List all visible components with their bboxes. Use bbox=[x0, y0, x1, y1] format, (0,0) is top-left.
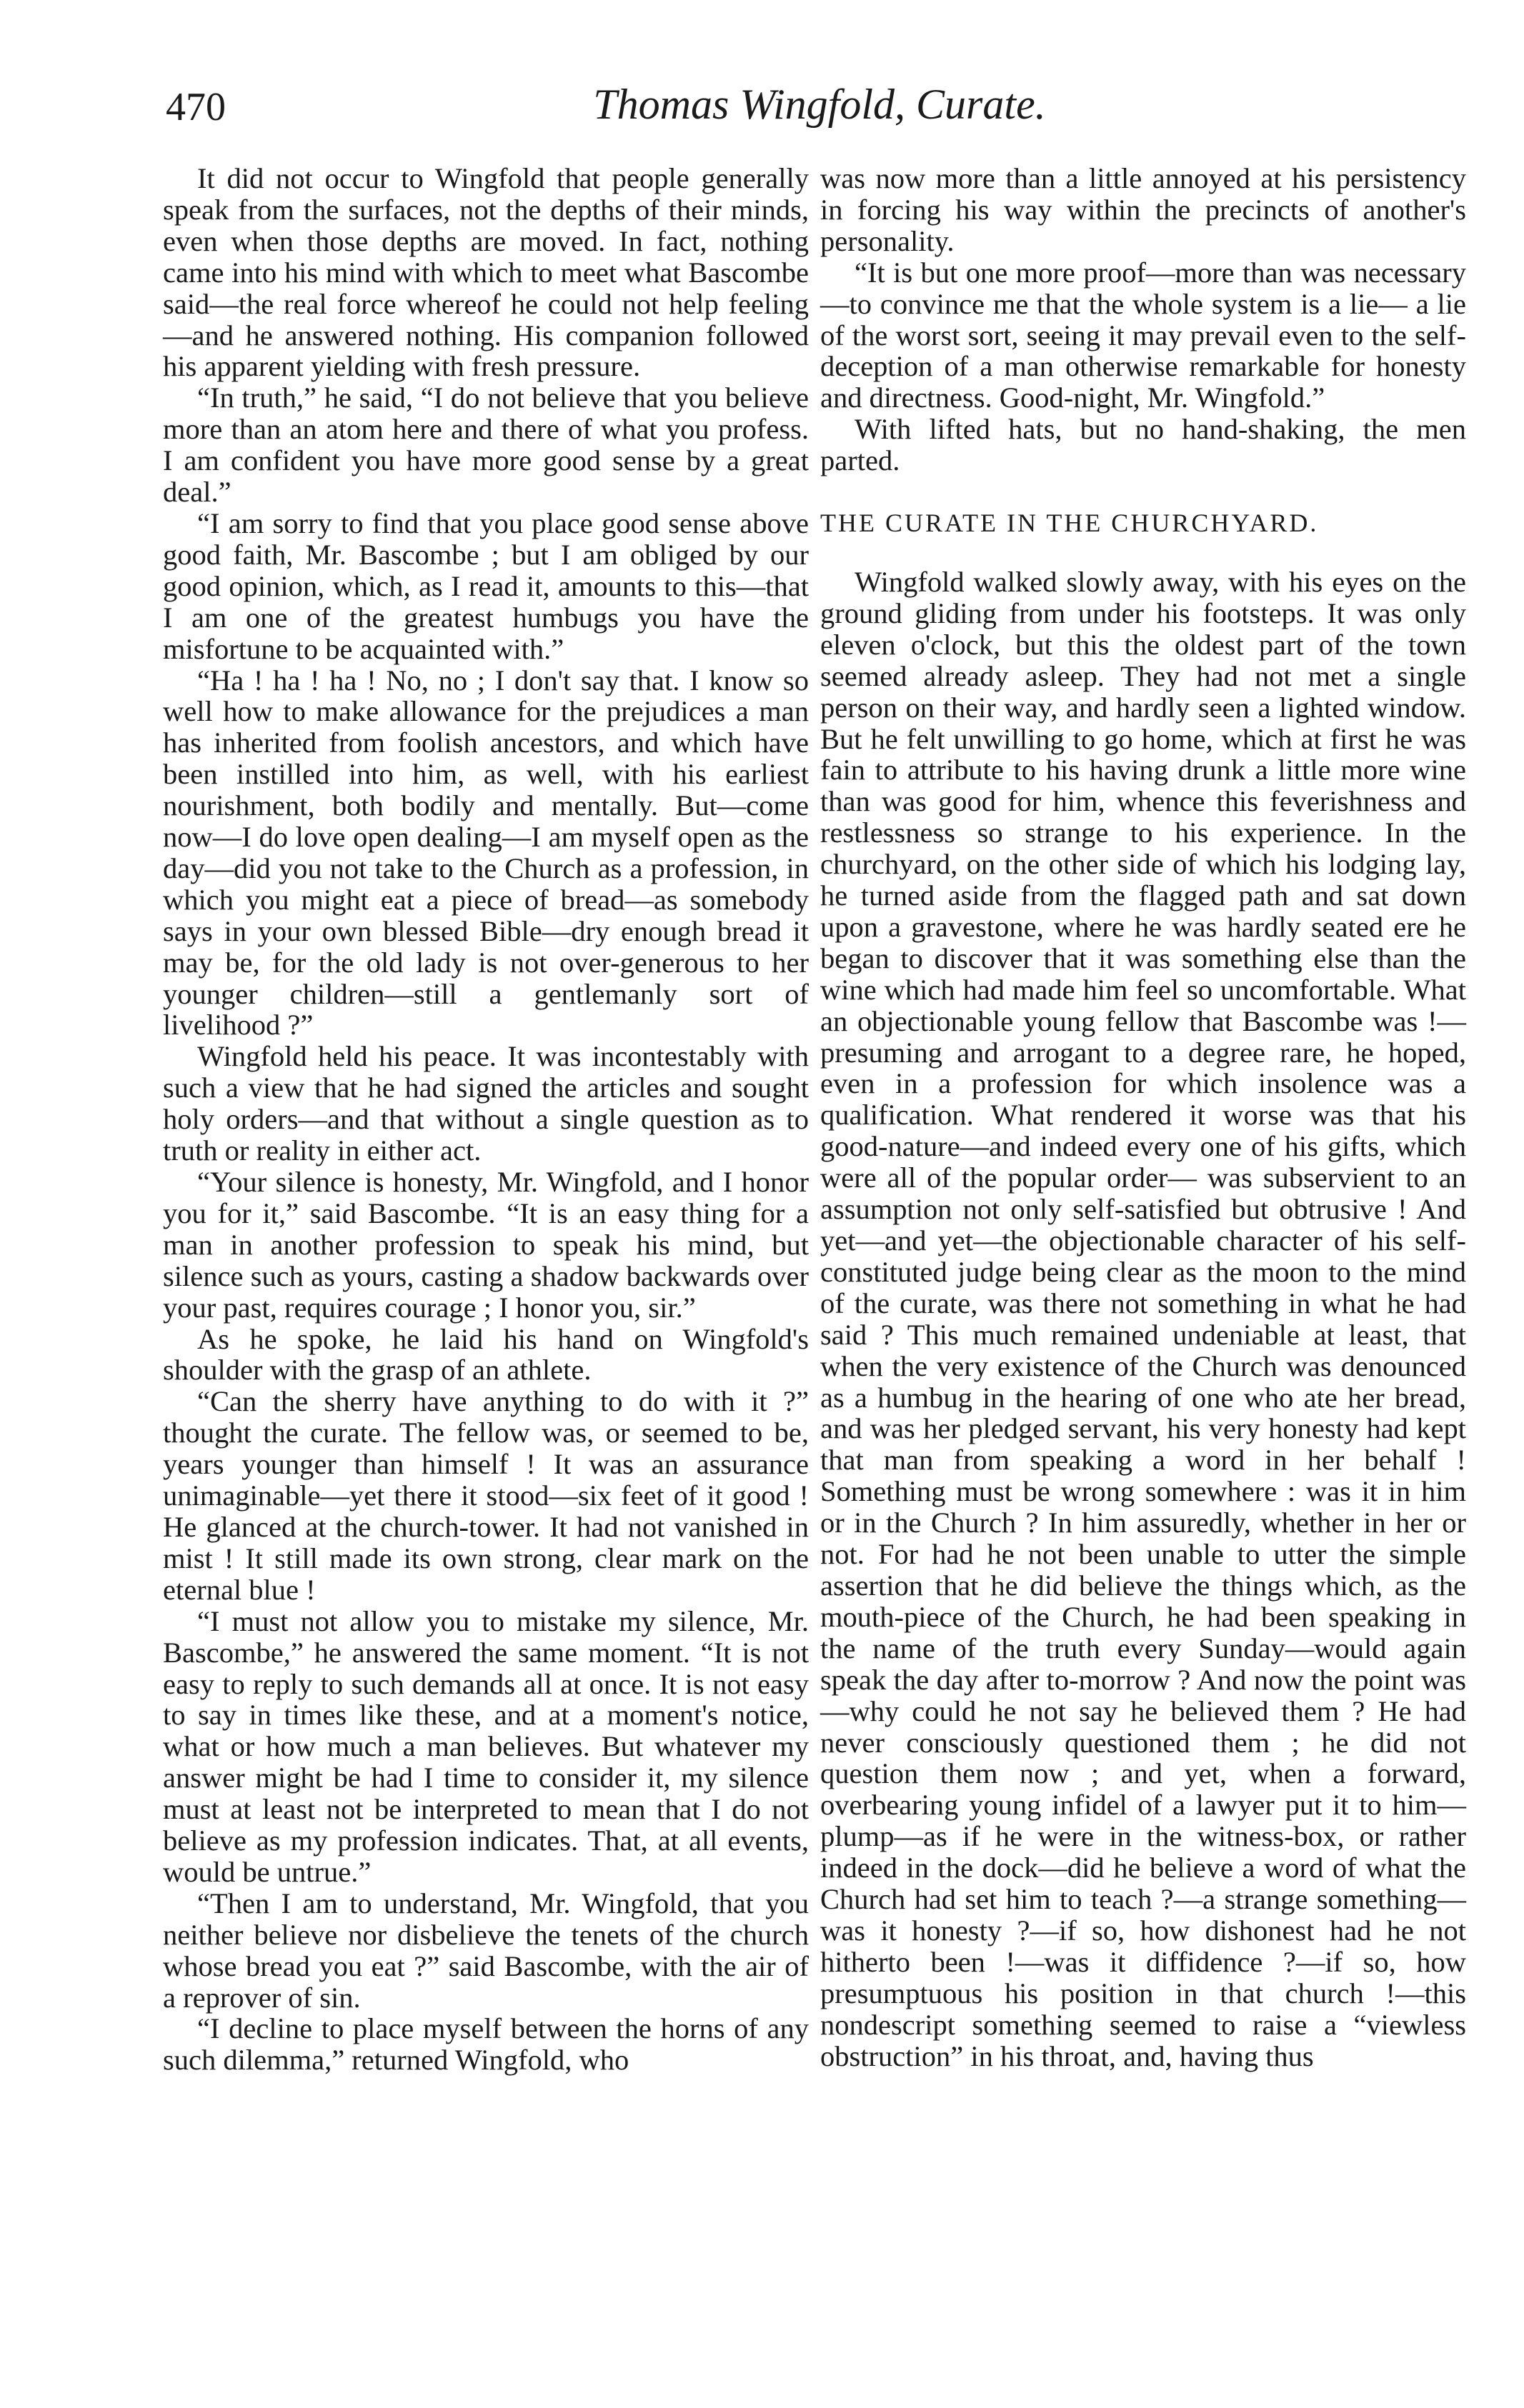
paragraph: It did not occur to Wingfold that people generally speak from the surfaces, not the depths of their minds, even when those depths are moved. In fact, nothing came into his mind with which to meet what Bascombe said—the real force whereof he could not help feeling—and he answered nothing. His companion followed his apparent yielding with fresh pressure. bbox=[163, 162, 809, 383]
paragraph: “In truth,” he said, “I do not believe that you believe more than an atom here and there of what you profess. I am confident you have more good sense by a great deal.” bbox=[163, 381, 809, 509]
paragraph: As he spoke, he laid his hand on Wingfold's shoulder with the grasp of an athlete. bbox=[163, 1322, 809, 1387]
paragraph: Wingfold walked slowly away, with his eyes on the ground gliding from under his footsteps. It was only eleven o'clock, but this the oldest part of the town seemed already asleep. They had not met a single person on their way, and hardly seen a lighted window. But he felt unwilling to go home, which at first he was fain to attribute to his having drunk a little more wine than was good for him, whence this feverishness and restlessness so strange to his experience. In the churchyard, on the other side of which his lodging lay, he turned aside from the flagged path and sat down upon a gravestone, where he was hardly seated ere he began to discover that it was something else than the wine which had made him feel so uncomfortable. What an objectionable young fellow that Bascombe was !—presuming and arrogant to a degree rare, he hoped, even in a profession for which insolence was a qualification. What rendered it worse was that his good-nature—and indeed every one of his gifts, which were all of the popular order— was subservient to an assumption not only self-satisfied but obtrusive ! And yet—and yet—the objectionable character of his self-constituted judge being clear as the moon to the mind of the curate, was there not something in what he had said ? This much remained undeniable at least, that when the very existence of the Church was denounced as a humbug in the hearing of one who ate her bread, and was her pledged servant, his very honesty had kept that man from speaking a word in her behalf ! Something must be wrong somewhere : was it in him or in the Church ? In him assuredly, whether in her or not. For had he not been unable to utter the simple assertion that he did believe the things which, as the mouth-piece of the Church, he had been speaking in the name of the truth every Sunday—would again speak the day after to-morrow ? And now the point was—why could he not say he believed them ? He had never consciously questioned them ; he did not question them now ; and yet, when a forward, overbearing young infidel of a lawyer put it to him—plump—as if he were in the witness-box, or rather indeed in the dock—did he believe a word of what the Church had set him to teach ?—a strange something—was it honesty ?—if so, how dishonest had he not hitherto been !—was it diffidence ?—if so, how presumptuous his position in that church !—this nondescript something seemed to raise a “viewless obstruction” in his throat, and, having thus bbox=[820, 565, 1466, 2072]
paragraph: “It is but one more proof—more than was necessary—to convince me that the whole system is a lie— a lie of the worst sort, seeing it may prevail even to the self-deception of a man otherwise remarkable for honesty and directness. Good-night, Mr. Wingfold.” bbox=[820, 256, 1466, 414]
left-column bbox=[163, 163, 809, 2076]
section-heading: THE CURATE IN THE CHURCHYARD. bbox=[820, 509, 1319, 538]
running-title: Thomas Wingfold, Curate. bbox=[593, 81, 1046, 128]
paragraph: “I am sorry to find that you place good sense above good faith, Mr. Bascombe ; but I am obliged by our good opinion, which, as I read it, amounts to this—that I am one of the greatest humbugs you have the misfortune to be acquainted with.” bbox=[163, 506, 809, 665]
page-header bbox=[166, 80, 1473, 144]
page-number: 470 bbox=[166, 85, 226, 129]
paragraph: “Then I am to understand, Mr. Wingfold, that you neither believe nor disbelieve the tenets of the church whose bread you eat ?” said Bascombe, with the air of a reprover of sin. bbox=[163, 1887, 809, 2014]
paragraph: “I must not allow you to mistake my silence, Mr. Bascombe,” he answered the same moment. “It is not easy to reply to such demands all at once. It is not easy to say in times like these, and at a moment's notice, what or how much a man believes. But whatever my answer might be had I time to consider it, my silence must at least not be interpreted to mean that I do not believe as my profession indicates. That, at all events, would be untrue.” bbox=[163, 1604, 809, 1888]
right-column bbox=[820, 163, 1466, 2072]
paragraph: “Ha ! ha ! ha ! No, no ; I don't say that. I know so well how to make allowance for the prejudices a man has inherited from foolish ancestors, and which have been instilled into him, as well, with his earliest nourishment, both bodily and mentally. But—come now—I do love open dealing—I am myself open as the day—did you not take to the Church as a profession, in which you might eat a piece of bread—as somebody says in your own blessed Bible—dry enough bread it may be, for the old lady is not over-generous to her younger children—still a gentlemanly sort of livelihood ?” bbox=[163, 664, 809, 1041]
paragraph: “I decline to place myself between the horns of any such dilemma,” returned Wingfold, who bbox=[163, 2012, 809, 2077]
paragraph: Wingfold held his peace. It was incontestably with such a view that he had signed the articles and sought holy orders—and that without a single question as to truth or reality in either act. bbox=[163, 1040, 809, 1167]
paragraph: “Your silence is honesty, Mr. Wingfold, and I honor you for it,” said Bascombe. “It is an easy thing for a man in another profession to speak his mind, but silence such as yours, casting a shadow backwards over your past, requires courage ; I honor you, sir.” bbox=[163, 1166, 809, 1324]
paragraph: With lifted hats, but no hand-shaking, the men parted. bbox=[820, 413, 1466, 477]
continued-paragraph: was now more than a little annoyed at his persistency in forcing his way within the precincts of another's personality. bbox=[820, 162, 1466, 257]
paragraph: “Can the sherry have anything to do with it ?” thought the curate. The fellow was, or seemed to be, years younger than himself ! It was an assurance unimaginable—yet there it stood—six feet of it good ! He glanced at the church-tower. It had not vanished in mist ! It still made its own strong, clear mark on the eternal blue ! bbox=[163, 1385, 809, 1606]
